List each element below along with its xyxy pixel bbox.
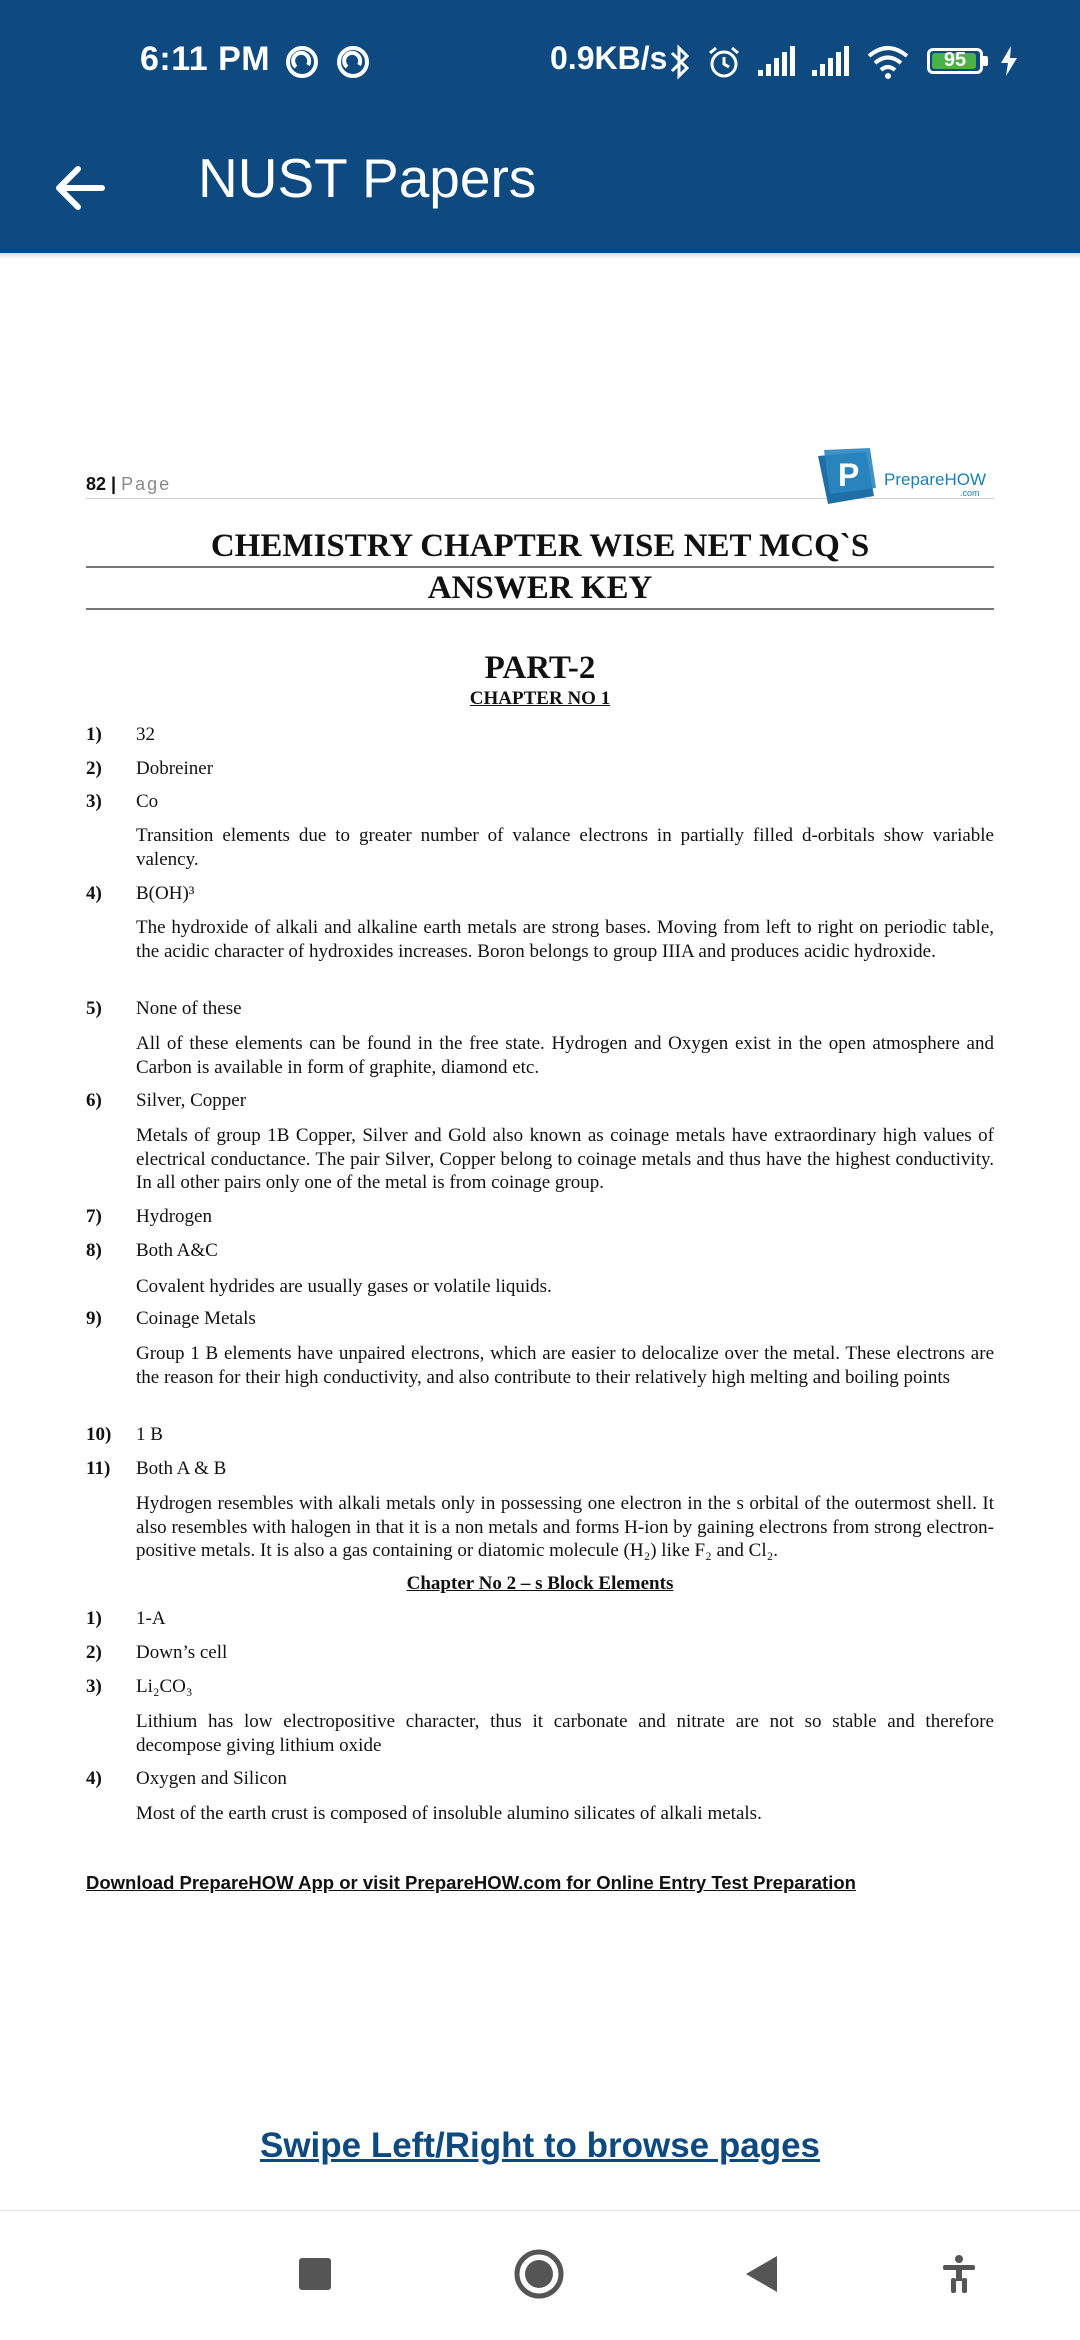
app-bar <box>0 120 1080 253</box>
charging-icon <box>998 44 1020 78</box>
question-number: 2) <box>86 758 102 779</box>
question-number: 3) <box>86 791 102 812</box>
notification-app-icon-2 <box>336 45 370 79</box>
chapter-1-heading: CHAPTER NO 1 <box>469 688 611 709</box>
battery-nub <box>983 56 988 66</box>
back-button[interactable] <box>40 148 120 228</box>
explanation: Metals of group 1B Copper, Silver and Gold also known as coinage metals have extraordinary high values of electrical conductance. The pair Silver, Copper belong to coinage metals and thus have the highest conductivity. In all other pairs only one of the metal is from coinage group. <box>136 1125 994 1193</box>
explanation: Lithium has low electropositive character, thus it carbonate and nitrate are not so stable and therefore decompose giving lithium oxide <box>136 1711 994 1756</box>
explanation: The hydroxide of alkali and alkaline earth metals are strong bases. Moving from left to right on periodic table, the acidic character of hydroxides increases. Boron belongs to group IIIA and produces acidic hydroxide. <box>136 917 994 962</box>
answer: Oxygen and Silicon <box>136 1768 287 1789</box>
swipe-hint: Swipe Left/Right to browse pages <box>259 2126 821 2165</box>
network-speed: 0.9KB/s <box>550 40 668 76</box>
explanation: Covalent hydrides are usually gases or volatile liquids. <box>136 1276 552 1297</box>
answer: Hydrogen <box>136 1206 212 1227</box>
recents-button[interactable] <box>270 2229 360 2319</box>
answer: Coinage Metals <box>136 1308 256 1329</box>
question-number: 4) <box>86 1768 102 1789</box>
title-line-2: ANSWER KEY <box>427 570 653 606</box>
answer: Dobreiner <box>136 758 214 779</box>
bluetooth-icon <box>668 44 692 80</box>
question-number: 2) <box>86 1642 102 1663</box>
part-heading: PART-2 <box>484 650 596 686</box>
explanation: Most of the earth crust is composed of insoluble alumino silicates of alkali metals. <box>136 1803 762 1824</box>
back-triangle-icon <box>743 2254 779 2294</box>
question-number: 6) <box>86 1090 102 1111</box>
explanation: All of these elements can be found in the free state. Hydrogen and Oxygen exist in the open atmosphere and Carbon is available in form of graphite, diamond etc. <box>136 1033 994 1078</box>
question-number: 1) <box>86 1608 102 1629</box>
explanation: Group 1 B elements have unpaired electrons, which are easier to delocalize over the metal. These electrons are the reason for their high conductivity, and also contribute to their relatively high melting and boiling points <box>136 1343 994 1388</box>
logo-text: PrepareHOW <box>884 470 987 489</box>
question-number: 11) <box>86 1458 111 1479</box>
chapter-2-heading: Chapter No 2 – s Block Elements <box>406 1573 674 1594</box>
battery-level: 95 <box>943 49 967 71</box>
page-label: Page <box>121 474 172 494</box>
explanation: Transition elements due to greater number of valance electrons in partially filled d-orbitals show variable valency. <box>136 825 994 870</box>
question-number: 5) <box>86 998 102 1019</box>
answer: 1 B <box>136 1424 163 1445</box>
answer: Co <box>136 791 159 812</box>
battery-icon <box>927 48 983 74</box>
title-rule-top <box>86 566 994 568</box>
status-bar <box>0 0 1080 120</box>
question-number: 1) <box>86 724 102 745</box>
question-number: 10) <box>86 1424 112 1445</box>
signal-strength-icon-2 <box>810 44 850 78</box>
home-circle-icon <box>513 2248 565 2300</box>
recents-square-icon <box>298 2257 332 2291</box>
title-line-1: CHEMISTRY CHAPTER WISE NET MCQ`S <box>210 528 870 564</box>
back-nav-button[interactable] <box>716 2229 806 2319</box>
question-number: 7) <box>86 1206 102 1227</box>
svg-text:P: P <box>838 457 860 493</box>
system-nav-bar <box>0 2211 1080 2340</box>
preparehow-logo-icon <box>814 448 884 510</box>
app-header <box>0 0 1080 253</box>
accessibility-button[interactable] <box>914 2229 1004 2319</box>
answer: B(OH)³ <box>136 883 195 904</box>
answer: None of these <box>136 998 242 1019</box>
title-rule-bottom <box>86 608 994 610</box>
explanation: Hydrogen resembles with alkali metals only in possessing one electron in the s orbital of the outermost shell. It also resembles with halogen in that it is a non metals and forms H-ion by gaining electrons from strong electron-positive metals. It is also a gas containing or diatomic molecule (H₂) like F₂ and Cl₂. <box>136 1493 994 1561</box>
question-number: 9) <box>86 1308 102 1329</box>
answer: Both A & B <box>136 1458 227 1479</box>
answer: Silver, Copper <box>136 1090 247 1111</box>
answer: Li₂CO₃ <box>136 1676 193 1697</box>
page-number-value: 82 <box>86 474 107 494</box>
wifi-icon <box>866 44 910 80</box>
home-button[interactable] <box>494 2229 584 2319</box>
answer: Down’s cell <box>136 1642 228 1663</box>
answer: 1-A <box>136 1608 166 1629</box>
page-number: 82 | Page <box>86 474 172 494</box>
question-number: 8) <box>86 1240 102 1261</box>
document-footer: Download PrepareHOW App or visit PrepareHOW.com for Online Entry Test Preparation <box>86 1872 856 1893</box>
question-number: 4) <box>86 883 102 904</box>
app-title: NUST Papers <box>198 147 537 209</box>
arrow-left-icon <box>54 165 106 211</box>
status-time: 6:11 PM <box>140 40 271 78</box>
signal-strength-icon <box>756 44 796 78</box>
logo-subtext: .com <box>960 488 980 498</box>
accessibility-icon <box>941 2254 977 2294</box>
preparehow-logo <box>814 448 994 508</box>
answer: Both A&C <box>136 1240 218 1261</box>
header-shadow <box>0 253 1080 259</box>
question-number: 3) <box>86 1676 102 1697</box>
answer: 32 <box>136 724 155 745</box>
alarm-icon <box>706 44 742 80</box>
notification-app-icon <box>285 45 319 79</box>
